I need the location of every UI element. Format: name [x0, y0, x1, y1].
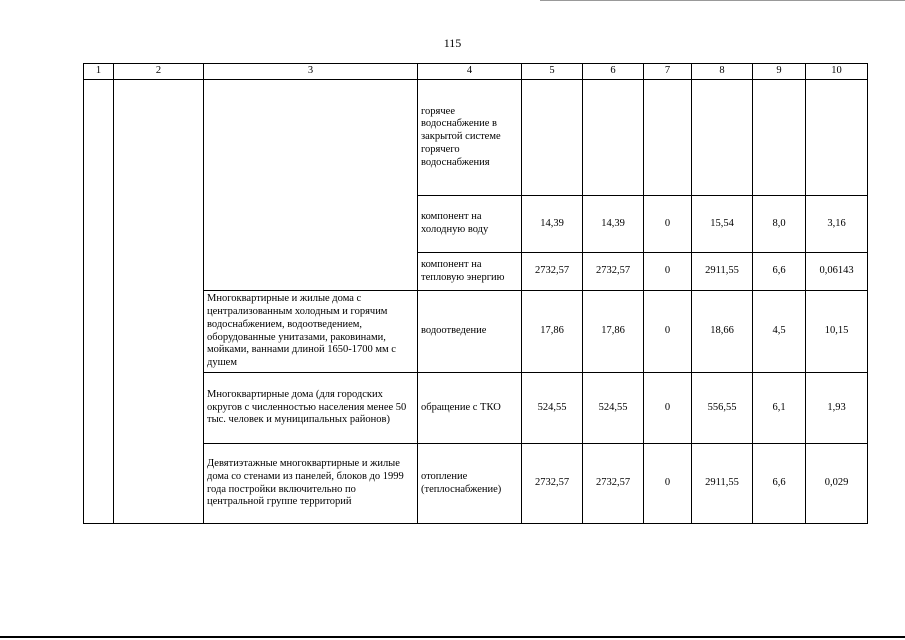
service-cell: компонент на тепловую энергию [418, 253, 522, 291]
value-cell: 14,39 [583, 196, 644, 253]
col-header: 8 [692, 64, 753, 80]
page-number: 115 [443, 36, 462, 50]
value-cell: 6,6 [753, 253, 806, 291]
value-cell: 6,6 [753, 444, 806, 524]
value-cell: 3,16 [806, 196, 868, 253]
value-cell: 2732,57 [583, 444, 644, 524]
value-cell: 17,86 [522, 291, 583, 373]
value-cell [806, 80, 868, 196]
scan-edge-top [540, 0, 905, 1]
col-header: 5 [522, 64, 583, 80]
value-cell: 17,86 [583, 291, 644, 373]
value-cell: 0 [644, 291, 692, 373]
value-cell: 0,029 [806, 444, 868, 524]
value-cell [753, 80, 806, 196]
value-cell: 2911,55 [692, 253, 753, 291]
service-cell: компонент на холодную воду [418, 196, 522, 253]
table-row [84, 80, 868, 196]
value-cell: 18,66 [692, 291, 753, 373]
value-cell: 10,15 [806, 291, 868, 373]
value-cell: 2911,55 [692, 444, 753, 524]
tariff-table [83, 63, 868, 524]
value-cell [692, 80, 753, 196]
value-cell: 8,0 [753, 196, 806, 253]
col-header: 7 [644, 64, 692, 80]
col-header: 1 [84, 64, 114, 80]
header-row [84, 64, 868, 80]
value-cell [644, 80, 692, 196]
category-cell [204, 80, 418, 291]
service-cell: горячее водоснабжение в закрытой системе горячего водоснабжения [418, 80, 522, 196]
value-cell: 6,1 [753, 373, 806, 444]
value-cell: 524,55 [583, 373, 644, 444]
service-cell: отопление (теплоснабжение) [418, 444, 522, 524]
value-cell: 1,93 [806, 373, 868, 444]
col-header: 2 [114, 64, 204, 80]
category-cell: Многоквартирные дома (для городских округов с численностью населения менее 50 тыс. человек и муниципальных районов) [204, 373, 418, 444]
value-cell: 0,06143 [806, 253, 868, 291]
value-cell: 2732,57 [522, 253, 583, 291]
category-cell: Девятиэтажные многоквартирные и жилые дома со стенами из панелей, блоков до 1999 года постройки включительно по центральной группе территорий [204, 444, 418, 524]
value-cell: 0 [644, 196, 692, 253]
value-cell [522, 80, 583, 196]
value-cell: 556,55 [692, 373, 753, 444]
col-header: 10 [806, 64, 868, 80]
value-cell: 4,5 [753, 291, 806, 373]
value-cell: 0 [644, 253, 692, 291]
value-cell: 0 [644, 444, 692, 524]
service-cell: обращение с ТКО [418, 373, 522, 444]
value-cell: 14,39 [522, 196, 583, 253]
service-cell: водоотведение [418, 291, 522, 373]
col-header: 4 [418, 64, 522, 80]
col-header: 3 [204, 64, 418, 80]
col2-cell [114, 80, 204, 524]
scan-edge-bottom [0, 636, 905, 638]
value-cell: 2732,57 [522, 444, 583, 524]
col-header: 6 [583, 64, 644, 80]
col-header: 9 [753, 64, 806, 80]
value-cell: 524,55 [522, 373, 583, 444]
value-cell: 2732,57 [583, 253, 644, 291]
value-cell: 15,54 [692, 196, 753, 253]
col1-cell [84, 80, 114, 524]
value-cell: 0 [644, 373, 692, 444]
category-cell: Многоквартирные и жилые дома с централизованным холодным и горячим водоснабжением, водоотведением, оборудованные унитазами, раковинами, мойками, ваннами длиной 1650-1700 мм с душем [204, 291, 418, 373]
value-cell [583, 80, 644, 196]
